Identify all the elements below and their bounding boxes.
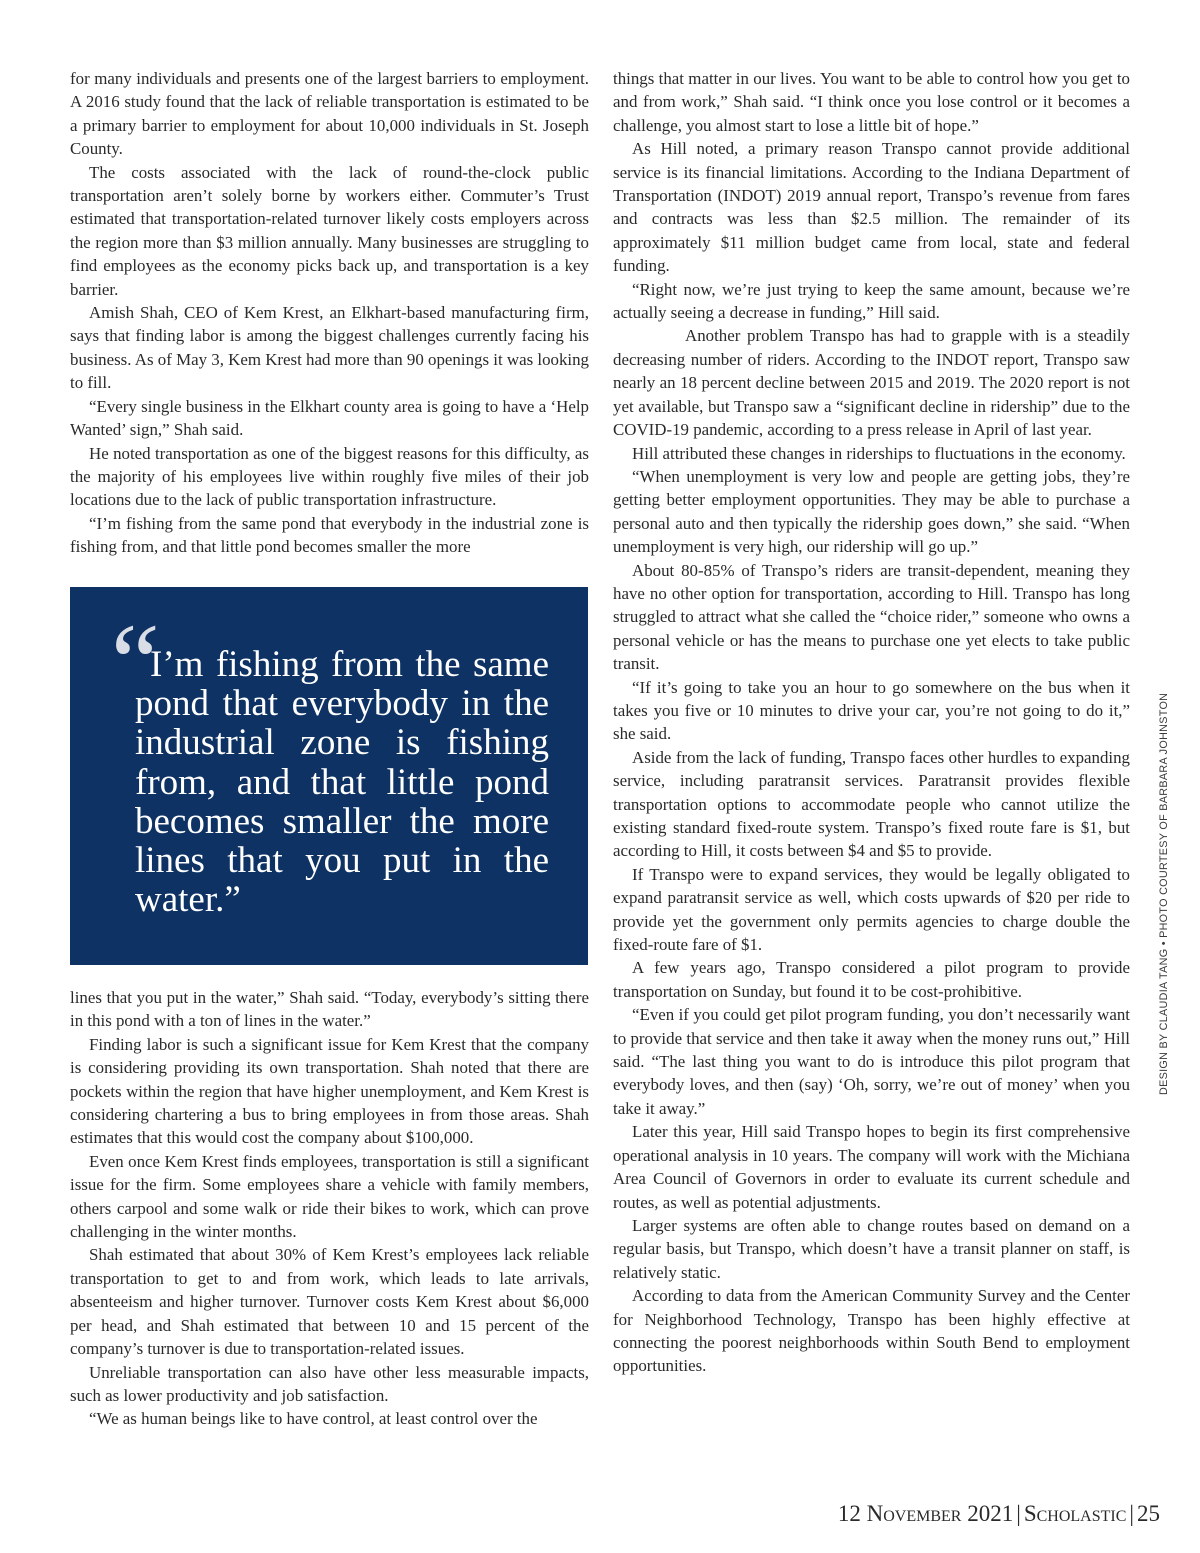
paragraph: things that matter in our lives. You want to be able to control how you get to and from work,” Shah said. “I think once you lose control or it becomes a challenge, you almost start to lose a little bit of hope.”: [613, 69, 1130, 135]
left-column-top: [70, 67, 589, 559]
paragraph: Aside from the lack of funding, Transpo faces other hurdles to expanding service, including paratransit services. Paratransit provides flexible transportation options to accommodate people who cannot utilize the existing standard fixed-route system. Transpo’s fixed route fare is $1, but according to Hill, it costs between $4 and $5 to provide.: [613, 747, 1130, 861]
paragraph: lines that you put in the water,” Shah said. “Today, everybody’s sitting there in this pond with a ton of lines in the water.”: [70, 988, 589, 1031]
paragraph: According to data from the American Community Survey and the Center for Neighborhood Technology, Transpo has been highly effective at connecting the poorest neighborhoods within South Bend to employment opportunities.: [613, 1286, 1130, 1376]
paragraph: for many individuals and presents one of the largest barriers to employment. A 2016 study found that the lack of reliable transportation is estimated to be a primary barrier to employment for about 10,000 individuals in St. Joseph County.: [70, 69, 589, 159]
pull-quote-text: I’m fishing from the same pond that everybody in the industrial zone is fishing from, and that little pond becomes smaller the more lines that you put in the water.”: [135, 644, 549, 921]
paragraph: As Hill noted, a primary reason Transpo cannot provide additional service is its financial limitations. According to the Indiana Department of Transportation (INDOT) 2019 annual report, Transpo’s revenue from fares and contracts was less than $2.5 million. The remainder of its approximately $11 million budget came from local, state and federal funding.: [613, 139, 1130, 276]
paragraph: “If it’s going to take you an hour to go somewhere on the bus when it takes you five or 10 minutes to drive your car, you’re not going to do it,” she said.: [613, 677, 1130, 744]
page-number: 25: [1137, 1501, 1160, 1526]
paragraph: Another problem Transpo has had to grapple with is a steadily decreasing number of riders. According to the INDOT report, Transpo saw nearly an 18 percent decline between 2015 and 2019. The 2020 report is not yet available, but Transpo saw a “significant decline in ridership” due to the COVID-19 pandemic, according to a press release in April of last year.: [613, 326, 1130, 440]
paragraph: He noted transportation as one of the biggest reasons for this difficulty, as the majority of his employees live within roughly five miles of their job locations due to the lack of public transportation infrastructure.: [70, 443, 589, 510]
right-column: [613, 67, 1130, 1378]
quote-mark-icon: “: [100, 601, 162, 723]
paragraph: A few years ago, Transpo considered a pilot program to provide transportation on Sunday, but found it to be cost-prohibitive.: [613, 958, 1130, 1001]
paragraph: “We as human beings like to have control, at least control over the: [89, 1409, 538, 1429]
design-photo-credit: DESIGN BY CLAUDIA TANG • PHOTO COURTESY OF BARBARA JOHNSTON: [1158, 692, 1170, 1095]
paragraph: About 80-85% of Transpo’s riders are transit-dependent, meaning they have no other option for transportation, according to Hill. Transpo has long struggled to attract what she called the “choice rider,” someone who owns a personal vehicle or has the means to purchase one yet elects to take public transit.: [613, 560, 1130, 674]
left-column-bottom: [70, 986, 589, 1431]
paragraph: Larger systems are often able to change routes based on demand on a regular basis, but Transpo, which doesn’t have a transit planner on staff, is relatively static.: [613, 1215, 1130, 1282]
paragraph: If Transpo were to expand services, they would be legally obligated to expand paratransit service as well, which costs upwards of $20 per ride to provide yet the government only permits agencies to charge double the fixed-route fare of $1.: [613, 864, 1130, 955]
paragraph: Hill attributed these changes in riderships to fluctuations in the economy.: [632, 443, 1126, 463]
paragraph: Finding labor is such a significant issue for Kem Krest that the company is considering providing its own transportation. Shah noted that there are pockets within the region that have higher unemployment, and Kem Krest is considering chartering a bus to bring employees in from those areas. Shah estimates that this would cost the company about $100,000.: [70, 1034, 589, 1148]
page-footer: [838, 1501, 1160, 1527]
footer-separator: |: [1016, 1501, 1021, 1526]
paragraph: “Right now, we’re just trying to keep the same amount, because we’re actually seeing a decrease in funding,” Hill said.: [613, 279, 1130, 323]
paragraph: Later this year, Hill said Transpo hopes to begin its first comprehensive operational analysis in 10 years. The company will work with the Michiana Area Council of Governors in order to evaluate its current schedule and routes, as well as potential adjustments.: [613, 1122, 1130, 1212]
paragraph: “When unemployment is very low and people are getting jobs, they’re getting better employment opportunities. They may be able to purchase a personal auto and then typically the ridership goes down,” she said. “When unemployment is very high, our ridership will go up.”: [613, 466, 1130, 557]
paragraph: “I’m fishing from the same pond that everybody in the industrial zone is fishing from, and that little pond becomes smaller the more: [70, 513, 589, 557]
publication-name: Scholastic: [1023, 1501, 1127, 1526]
paragraph: Amish Shah, CEO of Kem Krest, an Elkhart-based manufacturing firm, says that finding labor is among the biggest challenges currently facing his business. As of May 3, Kem Krest had more than 90 openings it was looking to fill.: [70, 303, 589, 393]
footer-separator: |: [1129, 1501, 1134, 1526]
paragraph: “Even if you could get pilot program funding, you don’t necessarily want to provide that service and then take it away when the money runs out,” Hill said. “The last thing you want to do is introduce this pilot program that everybody loves, and then (say) ‘Oh, sorry, we’re out of money’ when you take it away.”: [613, 1005, 1130, 1118]
issue-date: 12 November 2021: [837, 1501, 1014, 1526]
paragraph: Even once Kem Krest finds employees, transportation is still a significant issue for the firm. Some employees share a vehicle with family members, others carpool and some walk or ride their bikes to work, which can prove challenging in the winter months.: [70, 1151, 589, 1242]
pull-quote-box: [70, 587, 588, 965]
paragraph: Shah estimated that about 30% of Kem Krest’s employees lack reliable transportation to get to and from work, which leads to late arrivals, absenteeism and higher turnover. Turnover costs Kem Krest about $6,000 per head, and Shah estimated that between 10 and 15 percent of the company’s turnover is due to transportation-related issues.: [70, 1245, 589, 1359]
paragraph: “Every single business in the Elkhart county area is going to have a ‘Help Wanted’ sign,” Shah said.: [70, 396, 589, 440]
paragraph: The costs associated with the lack of round-the-clock public transportation aren’t solely borne by workers either. Commuter’s Trust estimated that transportation-related turnover likely costs employers across the region more than $3 million annually. Many businesses are struggling to find employees as the economy picks back up, and transportation is a key barrier.: [70, 162, 589, 299]
paragraph: Unreliable transportation can also have other less measurable impacts, such as lower productivity and job satisfaction.: [70, 1362, 589, 1405]
